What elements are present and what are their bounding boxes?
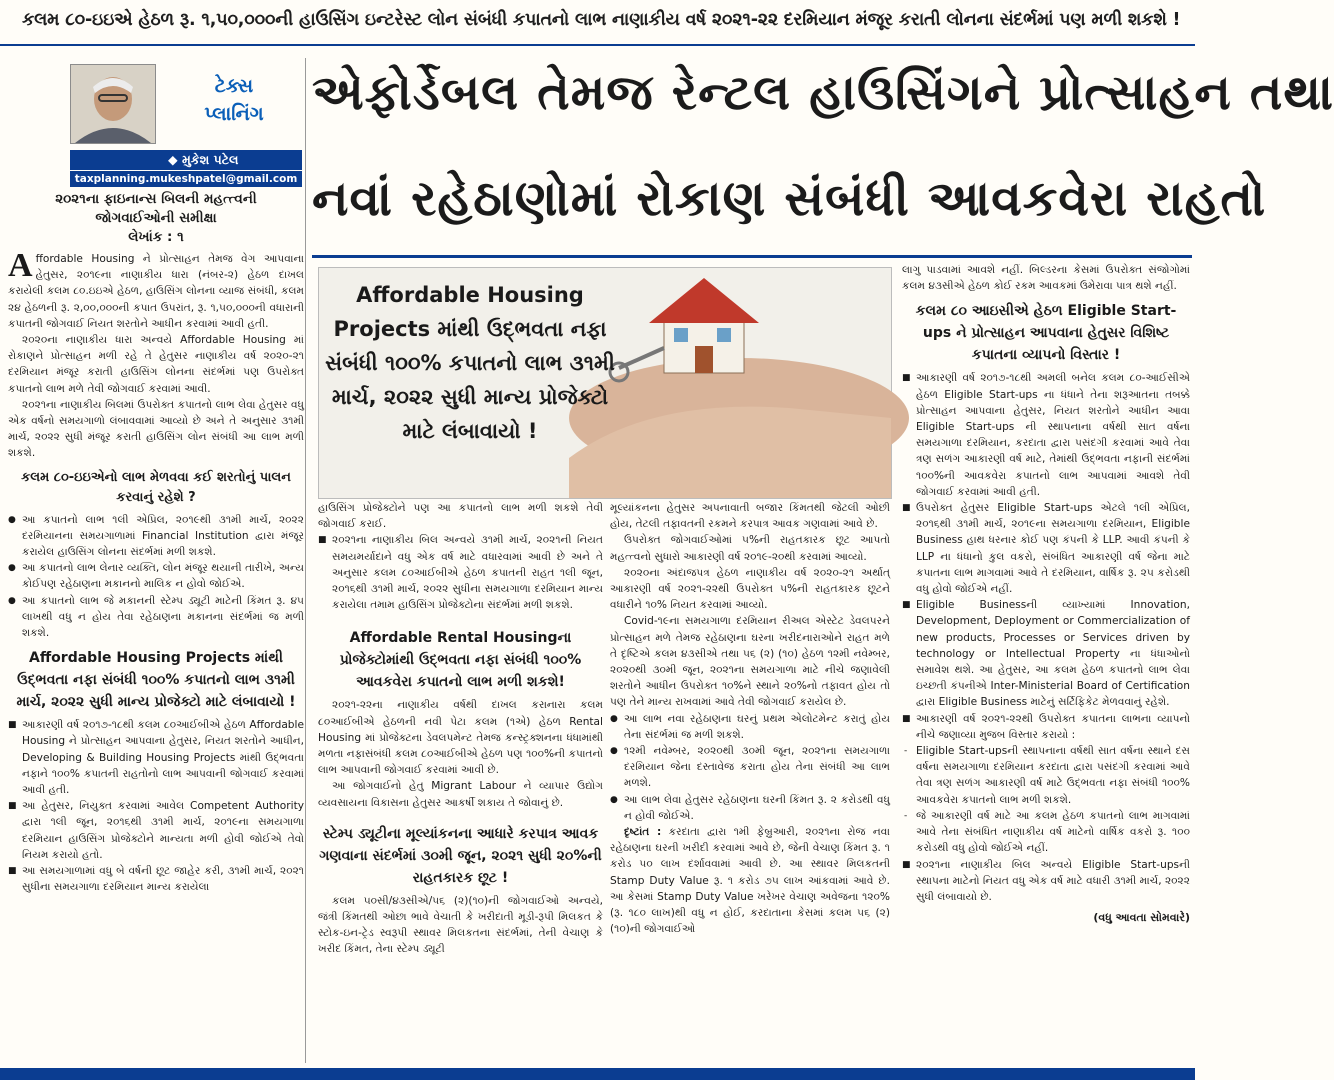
column-brand-line2: પ્લાનિંગ (204, 103, 264, 125)
col4-paragraph-1: લાગુ પાડવામાં આવશે નહીં. બિલ્ડરના કેસમાં ઉપરોક્ત સંજોગોમાં કલમ ૪૩સીએ હેઠળ કોઈ રકમ આવકમાં ઉમેરાવા પાત્ર થશે નહીં. (902, 264, 1190, 293)
author-photo (70, 64, 156, 144)
col2-paragraph-3: ૨૦૨૧-૨૨ના નાણાકીય વર્ષથી દાખલ કરાનારા કલમ ૮૦આઈબીએ હેઠળની નવી પેટા કલમ (૧એ) હેઠળ Rental Housing માં પ્રોજેક્ટના ડેવલપમેન્ટ તેમજ કન્સ્ટ્રક્શનના ધંધામાંથી મળતા નફાસંબંધી કલમ ૮૦આઈબીએ હેઠળ પણ ૧૦૦%ની કપાતનો લાભ આપવાની જોગવાઈ કરવામાં આવી છે. (318, 699, 603, 777)
ahp-item: ■ આકારણી વર્ષ ૨૦૧૭-૧૮થી કલમ ૮૦આઈબીએ હેઠળ Affordable Housing ને પ્રોત્સાહન આપવાના હેતુસર, નિયત શરતોને આધીન, Developing & Building Housing Projects માંથી ઉદ્ભવતા નફાને ૧૦૦% કપાતની રાહતોનો લાભ આપવાની જોગવાઈ કરવામાં આવી હતી. (8, 717, 304, 798)
condition-item: ● આ કપાતનો લાભ ૧લી એપ્રિલ, ૨૦૧૯થી ૩૧મી માર્ચ, ૨૦૨૨ દરમિયાનના સમયગાળામાં Financial Institution દ્વારા મંજૂર કરાયેલ હાઉસિંગ લોનના સંદર્ભમાં મળી શકશે. (8, 512, 304, 561)
left-paragraph-3: ૨૦૨૧ના નાણાકીય બિલમાં ઉપરોક્ત કપાતનો લાભ લેવા હેતુસર વધુ એક વર્ષનો સમયગાળો લંબાવવામાં આવ્યો છે અને તે અનુસાર ૩૧મી માર્ચ, ૨૦૨૨ સુધી મંજૂર કરાતી હાઉસિંગ લોન સંબંધી આ લાભ મળી શકશે. (8, 398, 304, 460)
author-photo-icon (71, 65, 155, 143)
startup-subitem: - Eligible Start-upsની સ્થાપનાના વર્ષથી સાત વર્ષના સ્થાને દસ વર્ષના સમયગાળા દરમિયાન કરદાતા દ્વારા પસંદગી કરવામાં આવે તેવા ત્રણ સળંગ આકારણી વર્ષ માટે ઉદ્ભવતા નફા સંબંધી ૧૦૦% આવકવેરા કપાતનો લાભ મળી શકશે. (902, 743, 1190, 808)
series-title: ૨૦૨૧ના ફાઇનાન્સ બિલની મહત્ત્વની જોગવાઈઓની સમીક્ષા (55, 191, 257, 226)
left-paragraph-1-text: ffordable Housing ને પ્રોત્સાહન તેમજ વેગ આપવાના હેતુસર, ૨૦૧૯ના નાણાકીય ધારા (નંબર-૨) હેઠળ દાખલ કરાયેલી કલમ ૮૦.ઇઇએ હેઠળ, હાઉસિંગ લોનના વ્યાજ સંબંધી, કલમ ૨૪ હેઠળની રૂ. ૨,૦૦,૦૦૦ની કપાત ઉપરાંત, રૂ. ૧,૫૦,૦૦૦ની વધારાની કપાતની જોગવાઈ નિયત શરતોને આધીન કરવામાં આવી હતી. (8, 253, 304, 330)
rental-heading: Affordable Rental Housingના પ્રોજેક્ટોમાંથી ઉદ્ભવતા નફા સંબંધી ૧૦૦% આવકવેરા કપાતનો લાભ મળી શકશે! (339, 630, 582, 691)
column-brand (184, 72, 284, 128)
top-banner (0, 0, 1195, 46)
headline-line-1: એફોર્ડેબલ તેમજ રેન્ટલ હાઉસિંગને પ્રોત્સાહન તથા (312, 64, 1334, 121)
col2-bullet: ■ ૨૦૨૧ના નાણાકીય બિલ અન્વયે ૩૧મી માર્ચ, ૨૦૨૧ની નિયત સમયમર્યાદાને વધુ એક વર્ષ માટે વધારવામાં આવી છે અને તે અનુસાર કલમ ૮૦આઈબીએ હેઠળ કપાતની રાહત ૧લી જૂન, ૨૦૧૬થી ૩૧મી માર્ચ, ૨૦૨૨ સુધીના સમયગાળા દરમિયાન માન્ય કરાયેલા તમામ હાઉસિંગ પ્રોજેક્ટોના સંદર્ભમાં મળી શકશે. (318, 532, 603, 613)
left-column (8, 58, 304, 1070)
column-2 (318, 500, 603, 958)
example-paragraph (610, 824, 890, 937)
col3-bullet: ● આ લાભ લેવા હેતુસર રહેઠાણના ઘરની કિંમત રૂ. ૨ કરોડથી વધુ ન હોવી જોઈએ. (610, 792, 890, 824)
example-label: દૃષ્ટાંત : (624, 826, 662, 839)
column-3 (610, 500, 890, 937)
col3-paragraph-3: ૨૦૨૦ના અંદાજપત્ર હેઠળ નાણાકીય વર્ષ ૨૦૨૦-૨૧ અર્થાત્ આકારણી વર્ષ ૨૦૨૧-૨૨થી ઉપરોક્ત ૫%ની રાહતકારક છૂટને વધારીને ૧૦% નિયત કરવામાં આવ્યો. (610, 566, 890, 612)
startup-item: ■ આકારણી વર્ષ ૨૦૧૭-૧૮થી અમલી બનેલ કલમ ૮૦-આઈસીએ હેઠળ Eligible Start-ups ના ધંધાને તેના શરૂઆતના તબક્કે પ્રોત્સાહન આપવાના હેતુસર, નિયત શરતોને આધીન આવા Eligible Start-ups ની સ્થાપનાના વર્ષથી સાત વર્ષના સમયગાળા દરમિયાન, કરદાતા દ્વારા પસંદગી કરવામાં આવે તેવા ત્રણ સળંગ આકારણી વર્ષ માટે, તેમાંથી ઉદ્ભવતા નફાની સંદર્ભમાં ૧૦૦%ની આવકવેરા કપાતનો લાભ આપવામાં આવશે તેવી જોગવાઈ કરવામાં આવી હતી. (902, 370, 1190, 500)
headline-line-2: નવાં રહેઠાણોમાં રોકાણ સંબંધી આવકવેરા રાહતો (312, 170, 1267, 227)
startup-item: ■ Eligible Businessની વ્યાખ્યામાં Innovation, Development, Deployment or Commercialization of new products, Processes or Services driven by technology or Intellectual Property ના ધંધાઓનો સમાવેશ થશે. આ હેતુસર, આ કલમ હેઠળ કપાતનો લાભ લેવા ઇચ્છતી કંપનીએ Inter-Ministerial Board of Certification દ્વારા Eligible Business માટેનું સર્ટિફિકેટ મેળવવાનું રહેશે. (902, 597, 1190, 710)
col2-paragraph-1: હાઉસિંગ પ્રોજેક્ટોને પણ આ કપાતનો લાભ મળી શકશે તેવી જોગવાઈ કરાઈ. (318, 502, 603, 531)
column-4 (902, 262, 1190, 925)
image-caption: Affordable Housing Projects માંથી ઉદ્ભવતા નફા સંબંધી ૧૦૦% કપાતનો લાભ ૩૧મી માર્ચ, ૨૦૨૨ સુધી માન્ય પ્રોજેક્ટો માટે લંબાવાયો ! (325, 283, 615, 443)
column-divider (305, 58, 306, 1063)
col3-paragraph-2: ઉપરોક્ત જોગવાઈઓમાં ૫%ની રાહતકારક છૂટ આપતો મહત્ત્વનો સુધારો આકારણી વર્ષ ૨૦૧૯-૨૦થી કરવામાં આવ્યો. (610, 534, 890, 563)
column-brand-line1: ટેક્સ (214, 75, 254, 97)
ahp-item: ■ આ હેતુસર, નિયુક્ત કરવામાં આવેલ Competent Authority દ્વારા ૧લી જૂન, ૨૦૧૬થી ૩૧મી માર્ચ, ૨૦૧૯ના સમયગાળા દરમિયાન હાઉસિંગ પ્રોજેક્ટોને માન્યતા મળી હોવી જોઈએ તેવો નિયમ કરાયો હતો. (8, 798, 304, 863)
startup-item: ■ ઉપરોક્ત હેતુસર Eligible Start-ups એટલે ૧લી એપ્રિલ, ૨૦૧૬થી ૩૧મી માર્ચ, ૨૦૧૯ના સમયગાળા દરમિયાન, Eligible Business હાથ ધરનાર કોઈ પણ કંપની કે LLP. આવી કંપની કે LLP ના ધંધાનો કુલ વકરો, સંબંધિત આકારણી વર્ષ જેના માટે કપાતના લાભ માગવામાં આવે તે દરમિયાન, વાર્ષિક રૂ. ૨૫ કરોડથી વધુ હોવો જોઈએ નહીં. (902, 500, 1190, 597)
condition-item: ● આ કપાતનો લાભ જે મકાનની સ્ટેમ્પ ડ્યૂટી માટેની કિંમત રૂ. ૪૫ લાખથી વધુ ન હોય તેવા રહેઠાણના મકાનના સંદર્ભમાં જ મળી શકશે. (8, 593, 304, 642)
startup-heading: કલમ ૮૦ આઇસીએ હેઠળ Eligible Start-ups ને પ્રોત્સાહન આપવાના હેતુસર વિશિષ્ટ કપાતના વ્યાપનો વિસ્તાર ! (915, 303, 1177, 364)
top-banner-text: કલમ ૮૦-ઇઇએ હેઠળ રૂ. ૧,૫૦,૦૦૦ની હાઉસિંગ ઇન્ટરેસ્ટ લોન સંબંધી કપાતનો લાભ નાણાકીય વર્ષ ૨૦૨૧-૨૨ દરમિયાન મંજૂર કરાતી લોનના સંદર્ભમાં પણ મળી શકશે ! (22, 10, 1181, 30)
example-text: કરદાતા દ્વારા ૧મી ફેબ્રુઆરી, ૨૦૨૧ના રોજ નવા રહેઠાણના ઘરની ખરીદી કરવામાં આવે છે, જેની વેચાણ કિંમત રૂ. ૧ કરોડ ૫૦ લાખ દર્શાવવામાં આવી છે. આ સ્થાવર મિલકતની Stamp Duty Value રૂ. ૧ કરોડ ૭૫ લાખ આંકવામાં આવે છે. આ કેસમાં Stamp Duty Value ખરેખર વેચાણ અવેજના ૧૨૦% (રૂ. ૧૮૦ લાખ)થી વધુ ન હોઈ, કરદાતાના કેસમાં કલમ ૫૬ (૨) (૧૦)ની જોગવાઈઓ (610, 826, 890, 936)
stamp-duty-heading: સ્ટેમ્પ ડ્યૂટીના મૂલ્યાંકનના આધારે કરપાત્ર આવક ગણવાના સંદર્ભમાં ૩૦મી જૂન, ૨૦૨૧ સુધી ૨૦%ની રાહતકારક છૂટ ! (319, 825, 602, 886)
conditions-heading: કલમ ૮૦-ઇઇએનો લાભ મેળવવા કઈ શરતોનું પાલન કરવાનું રહેશે ? (21, 469, 291, 505)
condition-item: ● આ કપાતનો લાભ લેનાર વ્યક્તિ, લોન મંજૂર થયાની તારીખે, અન્ય કોઈપણ રહેઠાણના મકાનનો માલિક ન હોવો જોઈએ. (8, 560, 304, 592)
left-paragraph-1 (8, 247, 304, 332)
col2-paragraph-5: કલમ ૫૦સી/૪૩સીએ/૫૬ (૨)(૧૦)ની જોગવાઈઓ અન્વયે, જંત્રી કિંમતથી ઓછા ભાવે વેચાતી કે ખરીદાતી મૂડી-રૂપી મિલકત કે સ્ટોક-ઇન-ટ્રેડ સ્વરૂપી સ્થાવર મિલકતના સંદર્ભમાં, તેની વેચાણ કે ખરીદ કિંમત, તેના સ્ટેમ્પ ડ્યૂટી (318, 894, 603, 956)
left-paragraph-2: ૨૦૨૦ના નાણાકીય ધારા અન્વયે Affordable Housing માં રોકાણને પ્રોત્સાહન મળી રહે તે હેતુસર નાણાકીય વર્ષ ૨૦૨૦-૨૧ દરમિયાન મંજૂર કરાતી હાઉસિંગ લોનના સંદર્ભમાં પણ ઉપરોક્ત કપાતનો લાભ મળે તેવી જોગવાઈ કરવામાં આવી. (8, 334, 304, 395)
author-name: ◆ મુકેશ પટેલ (70, 150, 302, 170)
col3-paragraph-4: Covid-૧૯ના સમયગાળા દરમિયાન રીઅલ એસ્ટેટ ડેવલપરને પ્રોત્સાહન મળે તેમજ રહેઠાણના ઘરના ખરીદનારાઓને રાહત મળે તે દૃષ્ટિએ કલમ ૪૩સીએ તથા ૫૬ (૨) (૧૦) હેઠળ ૧૨મી નવેમ્બર, ૨૦૨૦થી ૩૦મી જૂન, ૨૦૨૧ના સમયગાળા માટે નીચે જણાવેલી શરતોને આધીન ઉપરોક્ત ૧૦%ને સ્થાને ૨૦%નો તફાવત હોય તો પણ તેને માન્ય રાખવામાં આવે તેવી જોગવાઈ કરાયેલ છે. (610, 615, 890, 709)
col2-paragraph-4: આ જોગવાઈનો હેતુ Migrant Labour ને વ્યાપાર ઉદ્યોગ વ્યવસાયના વિકાસના હેતુસર આકર્ષી શકાય તે જોવાનું છે. (318, 780, 603, 809)
col3-bullet: ● ૧૨મી નવેમ્બર, ૨૦૨૦થી ૩૦મી જૂન, ૨૦૨૧ના સમયગાળા દરમિયાન જેના દસ્તાવેજ કરાતા હોય તેના સંબંધી આ લાભ મળશે. (610, 743, 890, 792)
headline-rule (312, 255, 1192, 258)
continued-note: (વધુ આવતા સોમવારે) (1093, 911, 1190, 925)
col3-paragraph-1: મૂલ્યાંકનના હેતુસર અપનાવાતી બજાર કિંમતથી જેટલી ઓછી હોય, તેટલી તફાવતની રકમને કરપાત્ર આવક ગણવામાં આવે છે. (610, 502, 890, 531)
feature-image (318, 267, 892, 499)
col3-bullet: ● આ લાભ નવા રહેઠાણના ઘરનું પ્રથમ એલોટમેન્ટ કરાતું હોય તેના સંદર્ભમાં જ મળી શકશે. (610, 711, 890, 743)
startup-item: ■ ૨૦૨૧ના નાણાકીય બિલ અન્વયે Eligible Start-upsની સ્થાપના માટેનો નિયત વધુ એક વર્ષ માટે વધારી ૩૧મી માર્ચ, ૨૦૨૨ સુધી લંબાવાયો છે. (902, 857, 1190, 906)
drop-cap: A (8, 247, 33, 284)
bottom-bar (0, 1068, 1195, 1080)
author-email: taxplanning.mukeshpatel@gmail.com (70, 171, 302, 187)
ahp-item: ■ આ સમયગાળામાં વધુ બે વર્ષની છૂટ જાહેર કરી, ૩૧મી માર્ચ, ૨૦૨૧ સુધીના સમયગાળા દરમિયાન માન્ય કરાયેલા (8, 863, 304, 895)
startup-item: ■ આકારણી વર્ષ ૨૦૨૧-૨૨થી ઉપરોક્ત કપાતના લાભના વ્યાપનો નીચે જણાવ્યા મુજબ વિસ્તાર કરાયો : (902, 711, 1190, 743)
left-article (8, 190, 304, 896)
ahp-heading: Affordable Housing Projects માંથી ઉદ્ભવતા નફા સંબંધી ૧૦૦% કપાતનો લાભ ૩૧મી માર્ચ, ૨૦૨૨ સુધી માન્ય પ્રોજેક્ટો માટે લંબાવાયો ! (16, 650, 296, 711)
part-number: લેખાંક : ૧ (128, 229, 184, 245)
headline (312, 52, 1334, 260)
startup-subitem: - જે આકારણી વર્ષ માટે આ કલમ હેઠળ કપાતનો લાભ માગવામાં આવે તેના સંબંધિત નાણાકીય વર્ષ માટેનો વાર્ષિક વકરો રૂ. ૧૦૦ કરોડથી વધુ હોવો જોઈએ નહીં. (902, 808, 1190, 857)
